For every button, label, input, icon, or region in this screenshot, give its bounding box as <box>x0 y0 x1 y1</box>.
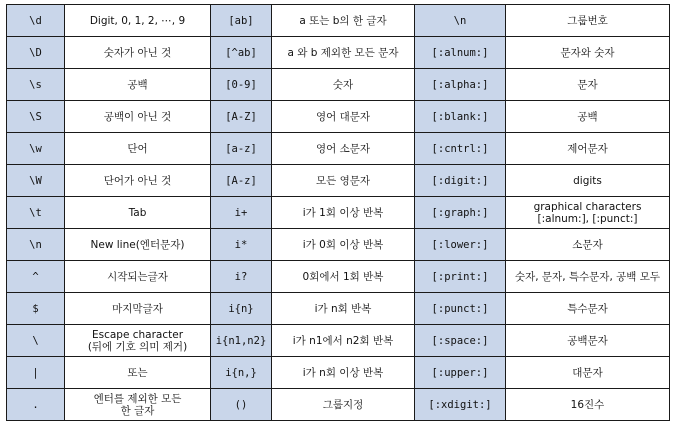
posix-desc-cell: 대문자 <box>506 357 670 389</box>
regex-reference-table <box>6 4 670 421</box>
posix-desc-cell: digits <box>506 165 670 197</box>
metachar-desc-cell: 마지막글자 <box>65 293 211 325</box>
pattern-cell: [^ab] <box>211 37 272 69</box>
posix-desc-cell: 제어문자 <box>506 133 670 165</box>
posix-desc-cell: 16진수 <box>506 389 670 421</box>
posix-desc-cell: 문자와 숫자 <box>506 37 670 69</box>
posix-class-cell: [:upper:] <box>415 357 506 389</box>
pattern-cell: [0-9] <box>211 69 272 101</box>
metachar-desc-cell: 단어가 아닌 것 <box>65 165 211 197</box>
pattern-cell: [A-Z] <box>211 101 272 133</box>
metachar-cell: \n <box>7 229 65 261</box>
metachar-cell: \S <box>7 101 65 133</box>
metachar-desc-cell: 시작되는글자 <box>65 261 211 293</box>
pattern-desc-cell: 0회에서 1회 반복 <box>272 261 415 293</box>
metachar-desc-cell: 숫자가 아닌 것 <box>65 37 211 69</box>
posix-class-cell: [:lower:] <box>415 229 506 261</box>
pattern-cell: [a-z] <box>211 133 272 165</box>
pattern-desc-cell: i가 n회 반복 <box>272 293 415 325</box>
table-row <box>7 261 670 293</box>
pattern-desc-cell: i가 1회 이상 반복 <box>272 197 415 229</box>
metachar-cell: \w <box>7 133 65 165</box>
posix-desc-cell: 공백 <box>506 101 670 133</box>
regex-reference-table-container <box>6 4 670 421</box>
metachar-cell: \D <box>7 37 65 69</box>
table-row <box>7 133 670 165</box>
pattern-cell: () <box>211 389 272 421</box>
pattern-cell: i{n1,n2} <box>211 325 272 357</box>
table-row <box>7 229 670 261</box>
posix-class-cell: [:alpha:] <box>415 69 506 101</box>
pattern-desc-cell: i가 n회 이상 반복 <box>272 357 415 389</box>
table-row <box>7 101 670 133</box>
pattern-cell: i{n,} <box>211 357 272 389</box>
metachar-cell: \d <box>7 5 65 37</box>
table-row <box>7 69 670 101</box>
table-row <box>7 197 670 229</box>
posix-desc-cell: 특수문자 <box>506 293 670 325</box>
pattern-desc-cell: 영어 대문자 <box>272 101 415 133</box>
pattern-cell: i+ <box>211 197 272 229</box>
pattern-desc-cell: 그룹지정 <box>272 389 415 421</box>
pattern-desc-cell: a 와 b 제외한 모든 문자 <box>272 37 415 69</box>
posix-class-cell: [:xdigit:] <box>415 389 506 421</box>
pattern-cell: i? <box>211 261 272 293</box>
pattern-cell: i{n} <box>211 293 272 325</box>
posix-desc-cell: graphical characters [:alnum:], [:punct:] <box>506 197 670 229</box>
posix-class-cell: [:punct:] <box>415 293 506 325</box>
metachar-desc-cell: Digit, 0, 1, 2, ⋯, 9 <box>65 5 211 37</box>
posix-desc-cell: 공백문자 <box>506 325 670 357</box>
metachar-cell: $ <box>7 293 65 325</box>
posix-class-cell: [:blank:] <box>415 101 506 133</box>
pattern-cell: i* <box>211 229 272 261</box>
metachar-desc-cell: Escape character (뒤에 기호 의미 제거) <box>65 325 211 357</box>
metachar-desc-cell: 엔터를 제외한 모든 한 글자 <box>65 389 211 421</box>
posix-class-cell: [:alnum:] <box>415 37 506 69</box>
metachar-desc-cell: New line(엔터문자) <box>65 229 211 261</box>
metachar-desc-cell: 공백이 아닌 것 <box>65 101 211 133</box>
metachar-cell: | <box>7 357 65 389</box>
pattern-desc-cell: 모든 영문자 <box>272 165 415 197</box>
pattern-desc-cell: a 또는 b의 한 글자 <box>272 5 415 37</box>
table-row <box>7 389 670 421</box>
posix-desc-cell: 그룹번호 <box>506 5 670 37</box>
posix-class-cell: [:graph:] <box>415 197 506 229</box>
posix-class-cell: [:space:] <box>415 325 506 357</box>
table-body <box>7 5 670 421</box>
metachar-cell: \ <box>7 325 65 357</box>
pattern-desc-cell: 영어 소문자 <box>272 133 415 165</box>
table-row <box>7 37 670 69</box>
pattern-cell: [ab] <box>211 5 272 37</box>
pattern-desc-cell: i가 n1에서 n2회 반복 <box>272 325 415 357</box>
posix-class-cell: \n <box>415 5 506 37</box>
metachar-desc-cell: 또는 <box>65 357 211 389</box>
pattern-desc-cell: 숫자 <box>272 69 415 101</box>
posix-desc-cell: 문자 <box>506 69 670 101</box>
pattern-cell: [A-z] <box>211 165 272 197</box>
posix-class-cell: [:print:] <box>415 261 506 293</box>
table-row <box>7 357 670 389</box>
table-row <box>7 293 670 325</box>
posix-desc-cell: 숫자, 문자, 특수문자, 공백 모두 <box>506 261 670 293</box>
metachar-cell: \W <box>7 165 65 197</box>
table-row <box>7 325 670 357</box>
metachar-desc-cell: Tab <box>65 197 211 229</box>
table-row <box>7 165 670 197</box>
metachar-desc-cell: 단어 <box>65 133 211 165</box>
metachar-cell: \s <box>7 69 65 101</box>
metachar-cell: . <box>7 389 65 421</box>
pattern-desc-cell: i가 0회 이상 반복 <box>272 229 415 261</box>
metachar-cell: \t <box>7 197 65 229</box>
posix-desc-cell: 소문자 <box>506 229 670 261</box>
table-row <box>7 5 670 37</box>
posix-class-cell: [:cntrl:] <box>415 133 506 165</box>
posix-class-cell: [:digit:] <box>415 165 506 197</box>
metachar-cell: ^ <box>7 261 65 293</box>
metachar-desc-cell: 공백 <box>65 69 211 101</box>
